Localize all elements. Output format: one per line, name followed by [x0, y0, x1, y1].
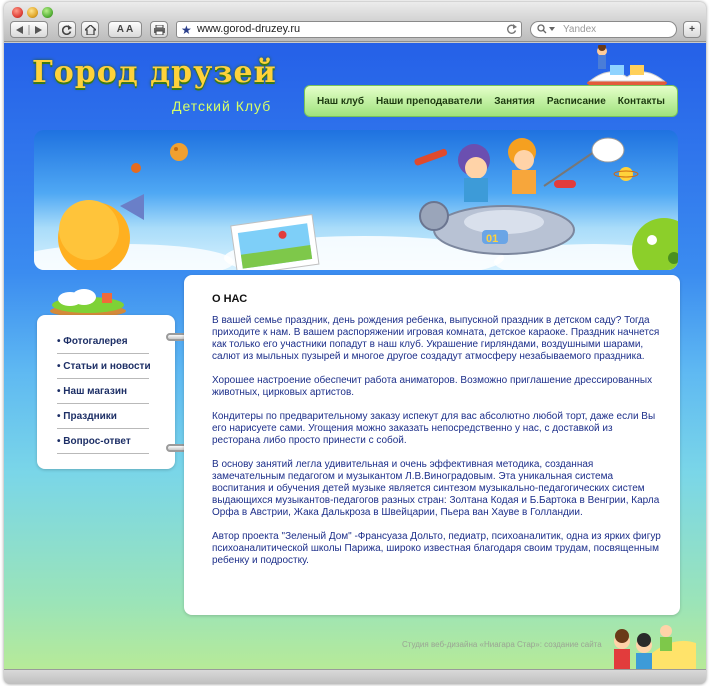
- sidebar-item-holidays[interactable]: • Праздники: [57, 404, 149, 429]
- site-logo[interactable]: Город друзей: [32, 55, 277, 90]
- address-reload-icon[interactable]: [507, 24, 517, 34]
- address-bar[interactable]: [176, 21, 522, 38]
- content-paragraph: Хорошее настроение обеспечит работа аниматоров. Возможно приглашение дрессированных животных, цирковых артистов.: [212, 375, 653, 398]
- sidebar-menu-card: [37, 315, 175, 469]
- bookmark-star-icon[interactable]: ★: [181, 23, 192, 37]
- content-paragraph: В вашей семье праздник, день рождения ребенка, выпускной праздник в детском саду? Тогда приходите к нам. В вашем распоряжении игровая комната, детское караоке. Праздник начнется как только его участники попадут в наш клуб. Украшение гирляндами, воздушными шарами, салют из мыльных пузырей и многое другое создадут атмосферу незабываемого праздника.: [212, 315, 660, 362]
- content-card: [184, 275, 680, 615]
- moon-icon: [70, 148, 90, 169]
- island-illustration: [48, 287, 128, 317]
- new-tab-button[interactable]: +: [683, 21, 701, 38]
- book-illustration: [582, 45, 672, 89]
- browser-window: [4, 2, 706, 684]
- sidebar-item-photogallery[interactable]: • Фотогалерея: [57, 329, 149, 354]
- content-text: [212, 315, 662, 579]
- search-icon: [537, 24, 557, 34]
- sidebar-item-faq[interactable]: • Вопрос-ответ: [57, 429, 149, 454]
- kids-moon-illustration: [596, 623, 696, 669]
- footer-credit-link[interactable]: Студия веб-дизайна «Ниагара Стар»: создание сайта: [402, 640, 602, 649]
- content-paragraph: Автор проекта "Зеленый Дом" -Франсуаза Дольто, педиатр, психоаналитик, одна из ярких фигур психоаналитической школы Парижа, широко известная благодаря своим трудам, посвященным ребенку и подростку.: [212, 531, 661, 566]
- sidebar-item-shop[interactable]: • Наш магазин: [57, 379, 149, 404]
- content-paragraph: Кондитеры по предварительному заказу испекут для вас абсолютно любой торт, даже если Вы его нарисуете сами. Угощения можно заказать непосредственно у нас, с доставкой из ресторана либо просто принести с собой.: [212, 411, 656, 446]
- home-icon: [85, 25, 96, 35]
- sidebar-item-articles[interactable]: • Статьи и новости: [57, 354, 149, 379]
- nav-our-club[interactable]: Наш клуб: [317, 95, 364, 107]
- content-paragraph: В основу занятий легла удивительная и очень эффективная методика, созданная замечательным педагогом и музыкантом Л.В.Виноградовым. Эта уникальная система воспитания и обучения детей музыке является синтезом музыкально-педагогических систем выдающихся музыкантов-педагогов разных стран: Золтана Кодая и Б.Бартока в Венгрии, Карла Орфа в Австрии, Жака Далькроза в Швейцарии, Пьера ван Хауве в Голландии.: [212, 459, 660, 518]
- nav-schedule[interactable]: Расписание: [546, 95, 606, 107]
- zoom-window-button[interactable]: [42, 7, 53, 18]
- address-url: www.gorod-druzey.ru: [197, 23, 301, 35]
- nav-classes[interactable]: Занятия: [494, 95, 535, 107]
- back-forward-buttons[interactable]: [10, 21, 48, 38]
- browser-toolbar: [4, 2, 706, 42]
- spaceship-number: 01: [486, 233, 499, 245]
- site-logo-subtitle: Детский Клуб: [172, 98, 272, 114]
- back-forward-icon: [14, 25, 44, 35]
- print-icon: [154, 25, 165, 35]
- nav-teachers[interactable]: Наши преподаватели: [376, 95, 483, 107]
- nav-contacts[interactable]: Контакты: [617, 95, 665, 107]
- header-banner: [34, 130, 678, 270]
- search-placeholder: Yandex: [563, 24, 597, 35]
- close-window-button[interactable]: [12, 7, 23, 18]
- page-viewport: [4, 43, 706, 669]
- home-button[interactable]: [81, 21, 99, 38]
- search-field[interactable]: [530, 21, 677, 38]
- page-title: О НАС: [212, 293, 248, 305]
- browser-status-bar: [4, 669, 706, 684]
- reload-icon: [62, 25, 72, 35]
- main-navigation: [304, 85, 678, 117]
- print-button[interactable]: [150, 21, 168, 38]
- sidebar-menu: [57, 329, 149, 454]
- reload-button[interactable]: [58, 21, 76, 38]
- text-size-button[interactable]: A A: [108, 21, 142, 38]
- banner-illustration: [34, 130, 678, 270]
- minimize-window-button[interactable]: [27, 7, 38, 18]
